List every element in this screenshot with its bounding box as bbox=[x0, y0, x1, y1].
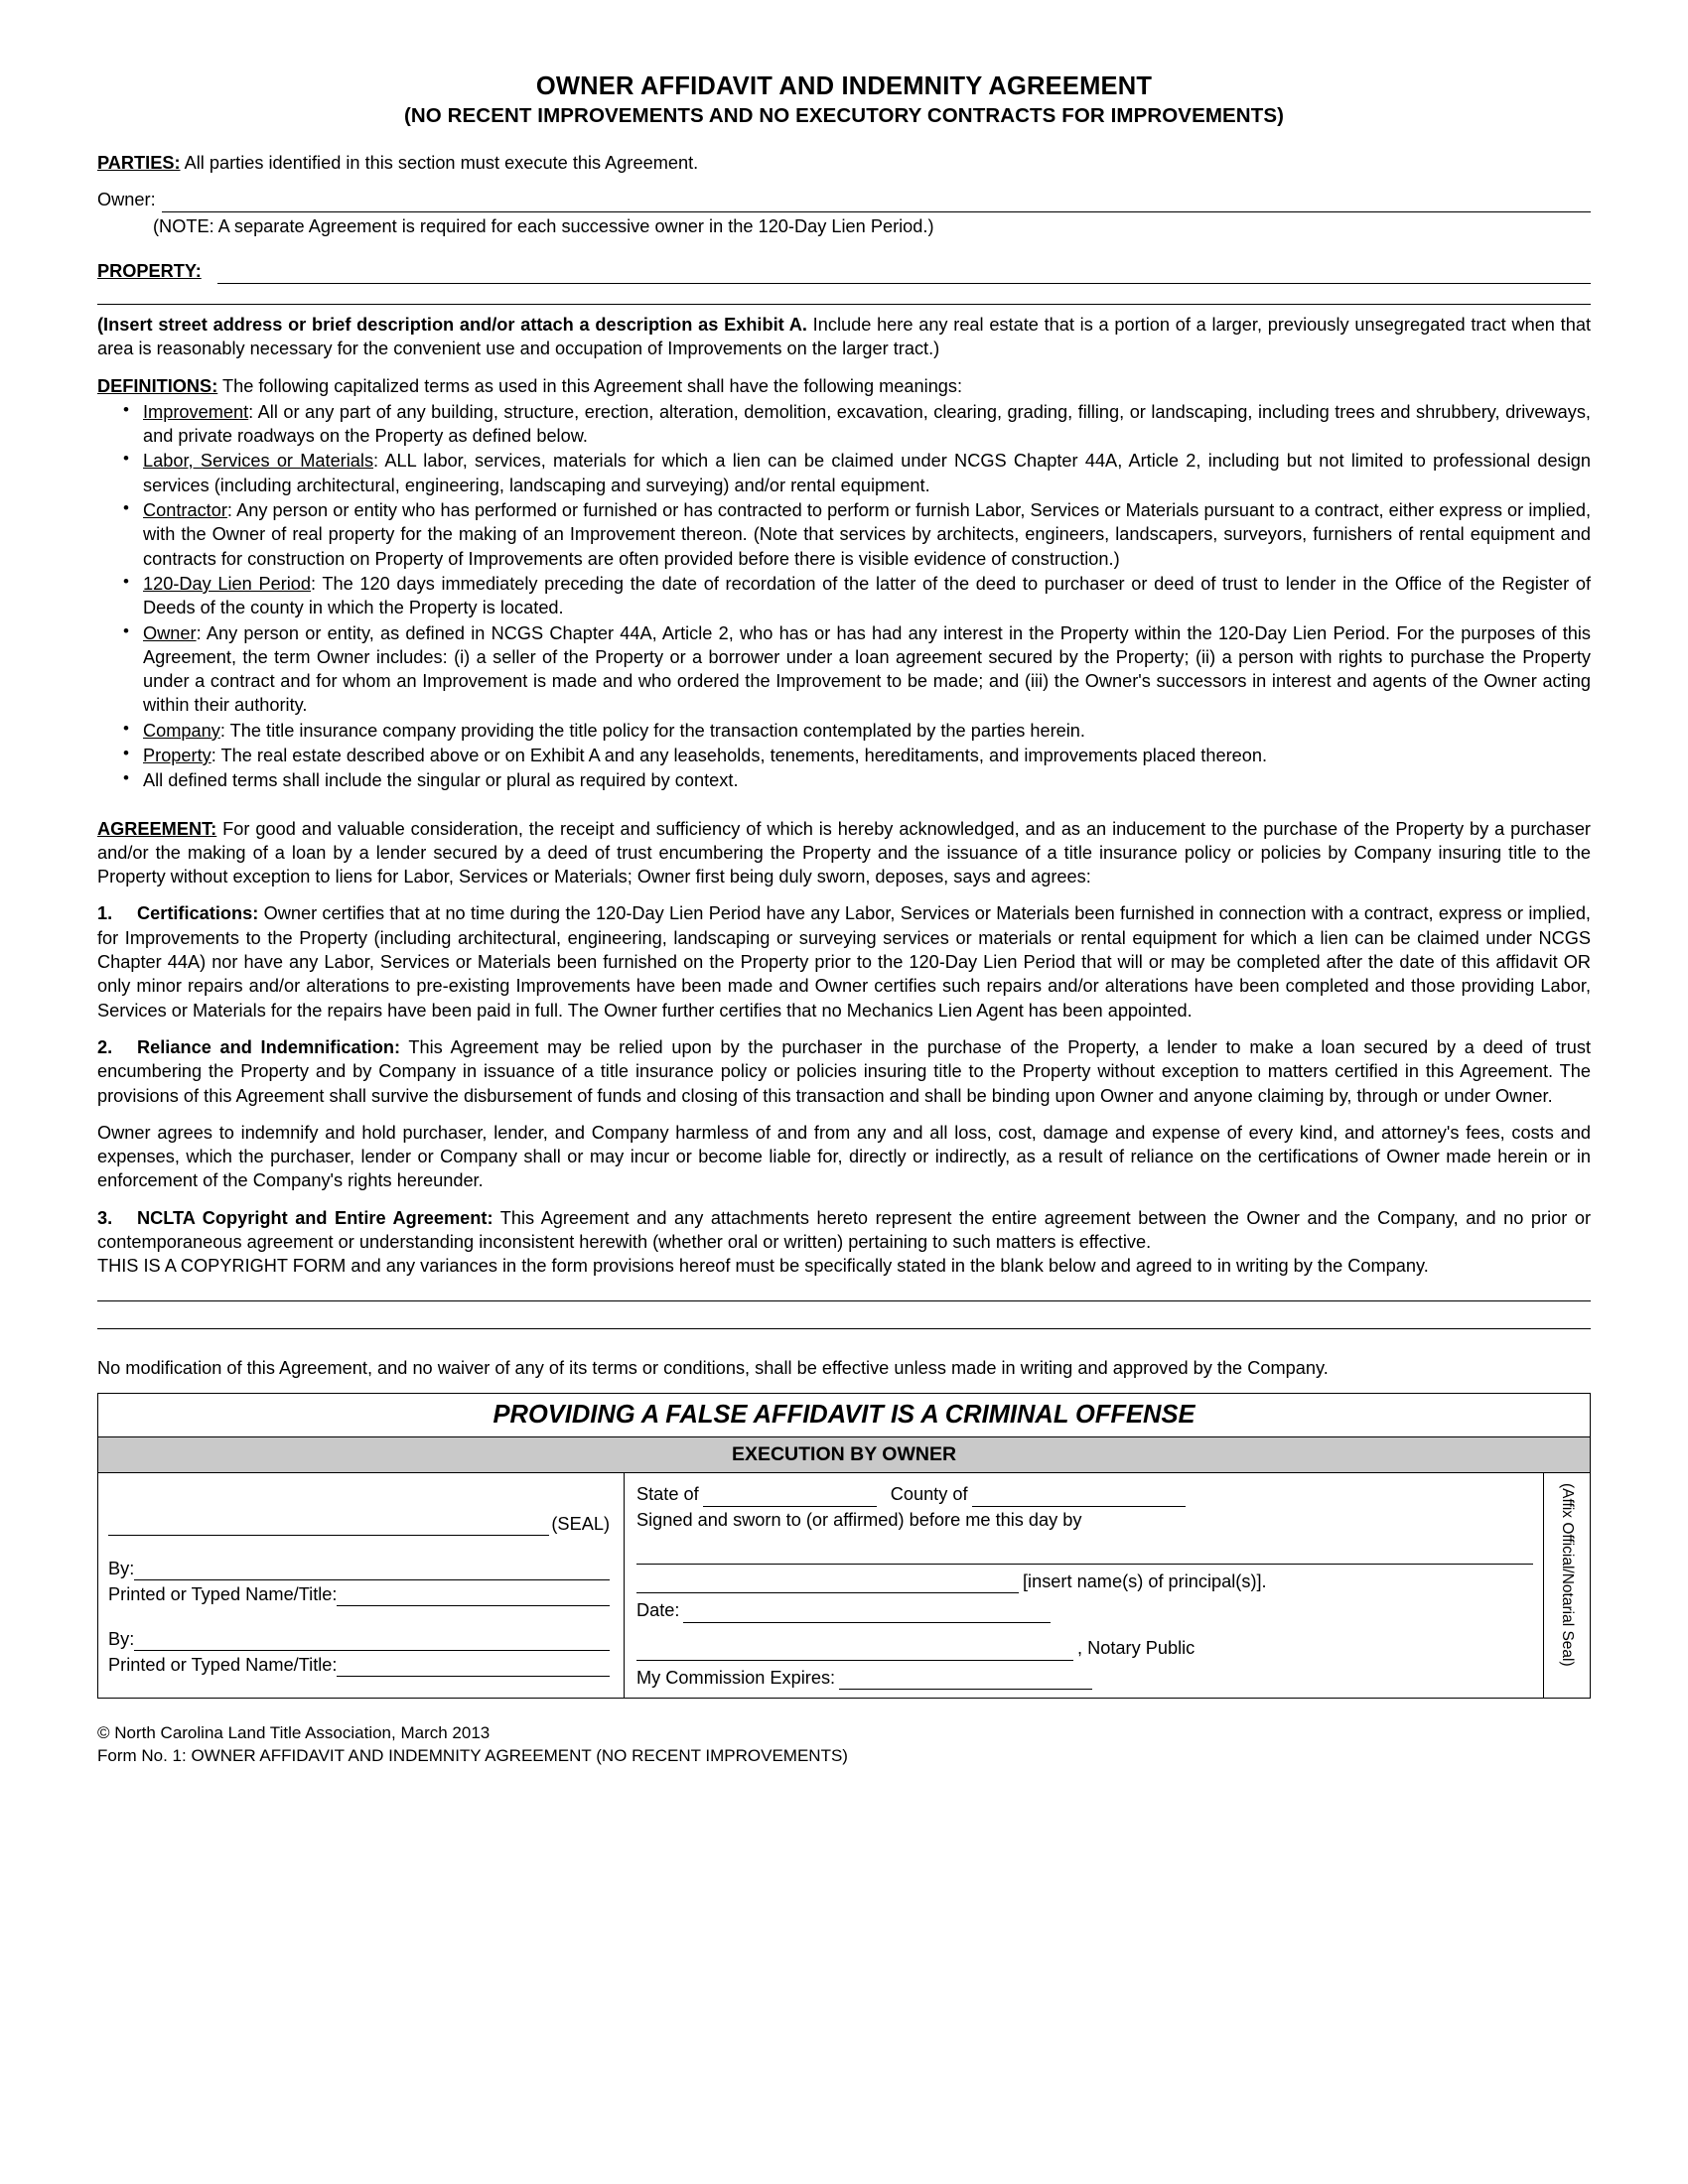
definition-term: Property bbox=[143, 745, 211, 765]
state-label: State of bbox=[636, 1483, 699, 1504]
definition-item-labor-services-materials bbox=[97, 449, 1591, 497]
printed-name-row-2 bbox=[108, 1654, 610, 1677]
county-input-line[interactable] bbox=[972, 1488, 1186, 1506]
variance-blank-lines bbox=[97, 1300, 1591, 1329]
agreement-label: AGREEMENT: bbox=[97, 818, 217, 839]
definition-body: : The real estate described above or on Exhibit A and any leaseholds, tenements, hereditaments, and improvements placed thereon. bbox=[211, 745, 1268, 765]
section-3-nclta-copyright bbox=[97, 1206, 1591, 1255]
state-county-row bbox=[636, 1483, 1533, 1507]
section-3-copyright-notice: THIS IS A COPYRIGHT FORM and any variances in the form provisions hereof must be specifically stated in the blank below and agreed to in writing by the Company. bbox=[97, 1256, 1429, 1277]
agreement-text: For good and valuable consideration, the receipt and sufficiency of which is hereby acknowledged, and as an inducement to the purchase of the Property by a purchaser and/or the making of a loan by a lender secured by a deed of trust encumbering the Property and the issuance of a title insurance policy or policies by Company insuring title to the Property without exception to liens for Labor, Services or Materials; Owner first being duly sworn, deposes, says and agrees: bbox=[97, 818, 1591, 887]
section-1-heading: Certifications: bbox=[137, 903, 259, 924]
execution-body bbox=[98, 1473, 1590, 1698]
parties-section bbox=[97, 151, 1591, 175]
signature-line[interactable] bbox=[108, 1518, 549, 1536]
definition-term: Owner bbox=[143, 622, 197, 643]
printed-name-label-2: Printed or Typed Name/Title: bbox=[108, 1654, 338, 1675]
by-line-2[interactable] bbox=[134, 1632, 610, 1650]
county-label: County of bbox=[890, 1483, 968, 1504]
section-3-number: 3. bbox=[97, 1207, 113, 1228]
page-title: OWNER AFFIDAVIT AND INDEMNITY AGREEMENT bbox=[535, 72, 1153, 100]
notary-public-label: , Notary Public bbox=[1077, 1637, 1196, 1658]
signature-column bbox=[98, 1473, 625, 1698]
definition-item-property bbox=[97, 744, 1591, 767]
property-input-line-2[interactable] bbox=[97, 304, 1591, 305]
by-label-2: By: bbox=[108, 1628, 135, 1649]
commission-expires-line[interactable] bbox=[839, 1672, 1092, 1690]
section-1-certifications bbox=[97, 901, 1591, 1022]
owner-field-row bbox=[97, 189, 1591, 212]
owner-note: (NOTE: A separate Agreement is required for each successive owner in the 120-Day Lien Period.) bbox=[153, 215, 934, 236]
date-label: Date: bbox=[636, 1600, 680, 1621]
property-instruction-rest: Include here any real estate that is a portion of a larger, previously unsegregated tract when that area is reasonably necessary for the convenient use and occupation of Improvements on the larger tract.) bbox=[97, 314, 1591, 359]
notary-signature-line[interactable] bbox=[636, 1642, 1073, 1660]
indemnity-paragraph: Owner agrees to indemnify and hold purchaser, lender, and Company harmless of and from any and all loss, cost, damage and expense of every kind, and attorney's fees, costs and expenses, which the purchaser, lender or Company shall or may incur or become liable for, directly or indirectly, as a result of reliance on the certifications of Owner made herein or in enforcement of the Company's rights hereunder. bbox=[97, 1122, 1591, 1191]
property-instruction bbox=[97, 313, 1591, 361]
commission-expires-row bbox=[636, 1667, 1533, 1691]
form-number-line: Form No. 1: OWNER AFFIDAVIT AND INDEMNITY AGREEMENT (NO RECENT IMPROVEMENTS) bbox=[97, 1745, 848, 1765]
definitions-label: DEFINITIONS: bbox=[97, 375, 218, 396]
definition-term: Contractor bbox=[143, 500, 227, 521]
commission-expires-label: My Commission Expires: bbox=[636, 1667, 836, 1688]
state-input-line[interactable] bbox=[703, 1488, 877, 1506]
false-affidavit-banner: PROVIDING A FALSE AFFIDAVIT IS A CRIMINAL OFFENSE bbox=[98, 1394, 1590, 1437]
agreement-section bbox=[97, 817, 1591, 889]
section-3-heading: NCLTA Copyright and Entire Agreement: bbox=[137, 1207, 493, 1228]
section-1-body: Owner certifies that at no time during the 120-Day Lien Period have any Labor, Services or Materials been furnished in connection with a contract, express or implied, for Improvements to the Property (including architectural, engineering, landscaping or surveying services or materials or rental equipment for which a lien can be claimed under NCGS Chapter 44A) nor have any Labor, Services or Materials been furnished on the Property prior to the 120-Day Lien Period that will or may be completed after the date of this affidavit OR only minor repairs and/or alterations to pre-existing Improvements have been made and Owner certifies such repairs and/or alterations have been completed and those providing Labor, Services or Materials for the repairs have been paid in full. The Owner further certifies that no Mechanics Lien Agent has been appointed. bbox=[97, 903, 1591, 1021]
section-2-heading: Reliance and Indemnification: bbox=[137, 1036, 401, 1057]
by-label-1: By: bbox=[108, 1558, 135, 1578]
date-row bbox=[636, 1599, 1533, 1623]
section-1-number: 1. bbox=[97, 903, 113, 924]
definition-body: : Any person or entity who has performed or furnished or has contracted to perform or furnish Labor, Services or Materials pursuant to a contract, either express or implied, with the Owner of real property for the making of an Improvement thereon. (Note that services by architects, engineers, landscapers, surveyors, furnishers of rental equipment and contracts for construction on Property of Improvements are often provided before there is visible evidence of construction.) bbox=[143, 500, 1591, 569]
definitions-list bbox=[97, 400, 1591, 793]
definition-item-owner bbox=[97, 621, 1591, 718]
definition-item-company bbox=[97, 719, 1591, 743]
definition-body: : All or any part of any building, structure, erection, alteration, demolition, excavation, clearing, grading, filling, or landscaping, including trees and shrubbery, driveways, and private roadways on the Property as defined below. bbox=[143, 401, 1591, 447]
by-line-1[interactable] bbox=[134, 1563, 610, 1580]
signature-seal-row bbox=[108, 1513, 610, 1536]
notary-column bbox=[625, 1473, 1544, 1698]
definition-term: Company bbox=[143, 720, 220, 741]
property-instruction-bold: (Insert street address or brief description and/or attach a description as Exhibit A. bbox=[97, 314, 807, 335]
by-row-2 bbox=[108, 1628, 610, 1651]
affix-seal-label: (Affix Official/Notarial Seal) bbox=[1558, 1482, 1576, 1667]
execution-by-owner-header: EXECUTION BY OWNER bbox=[98, 1437, 1590, 1473]
definition-body: : Any person or entity, as defined in NCGS Chapter 44A, Article 2, who has or has had any interest in the Property within the 120-Day Lien Period. For the purposes of this Agreement, the term Owner includes: (i) a seller of the Property or a borrower under a loan agreement secured by the Property; (ii) a person with rights to purchase the Property under a contract and for whom an Improvement is made and who ordered the Improvement to be made; and (iii) the Owner's successors in interest and agents of the Owner acting within their authority. bbox=[143, 622, 1591, 716]
principal-line-2[interactable] bbox=[636, 1575, 1019, 1593]
owner-label: Owner: bbox=[97, 189, 156, 209]
definition-body: : The title insurance company providing the title policy for the transaction contemplated by the parties herein. bbox=[219, 720, 1085, 741]
section-3-body: This Agreement and any attachments hereto represent the entire agreement between the Owner and the Company, and no prior or contemporaneous agreement or understanding inconsistent herewith (whether oral or written) pertaining to such matters is effective. bbox=[97, 1207, 1591, 1253]
section-2-reliance-indemnification bbox=[97, 1035, 1591, 1108]
definition-item-singular-plural bbox=[97, 768, 1591, 792]
sworn-statement: Signed and sworn to (or affirmed) before me this day by bbox=[636, 1509, 1082, 1530]
seal-label: (SEAL) bbox=[551, 1513, 610, 1534]
principal-instruction: [insert name(s) of principal(s)]. bbox=[1023, 1570, 1267, 1591]
principal-line-1[interactable] bbox=[636, 1546, 1533, 1564]
definition-term: 120-Day Lien Period bbox=[143, 573, 312, 594]
principal-row-2 bbox=[636, 1570, 1533, 1594]
notarial-seal-column bbox=[1544, 1473, 1590, 1698]
definition-body: : ALL labor, services, materials for which a lien can be claimed under NCGS Chapter 44A, Article 2, including but not limited to professional design services (including architectural, engineering, landscaping and surveying) and/or rental equipment. bbox=[143, 451, 1592, 495]
printed-name-row-1 bbox=[108, 1583, 610, 1606]
printed-name-line-1[interactable] bbox=[337, 1587, 610, 1605]
definition-item-contractor bbox=[97, 498, 1591, 571]
definitions-lead: The following capitalized terms as used in this Agreement shall have the following meanings: bbox=[221, 375, 963, 396]
property-label: PROPERTY: bbox=[97, 261, 202, 282]
definition-term: Improvement bbox=[143, 401, 249, 422]
definition-body: : The 120 days immediately preceding the date of recordation of the latter of the deed to purchaser or deed of trust to lender in the Office of the Register of Deeds of the county in which the Property is located. bbox=[143, 573, 1591, 618]
notary-public-row bbox=[636, 1637, 1533, 1661]
page-subtitle: (NO RECENT IMPROVEMENTS AND NO EXECUTORY CONTRACTS FOR IMPROVEMENTS) bbox=[403, 104, 1285, 128]
printed-name-label-1: Printed or Typed Name/Title: bbox=[108, 1583, 338, 1604]
variance-line-1[interactable] bbox=[97, 1300, 1591, 1301]
copyright-line: © North Carolina Land Title Association, March 2013 bbox=[97, 1723, 491, 1743]
section-2-number: 2. bbox=[97, 1036, 113, 1057]
no-modification-text: No modification of this Agreement, and no waiver of any of its terms or conditions, shall be effective unless made in writing and approved by the Company. bbox=[97, 1357, 1329, 1378]
definition-term: Labor, Services or Materials bbox=[143, 451, 374, 472]
document-footer bbox=[97, 1722, 1591, 1768]
parties-text: All parties identified in this section must execute this Agreement. bbox=[184, 152, 699, 173]
date-input-line[interactable] bbox=[683, 1605, 1051, 1623]
document-body bbox=[97, 71, 1591, 1768]
definition-item-improvement bbox=[97, 400, 1591, 449]
by-row-1 bbox=[108, 1558, 610, 1580]
parties-label: PARTIES: bbox=[97, 152, 181, 173]
definition-item-120-day-lien-period bbox=[97, 572, 1591, 620]
section-2-body: This Agreement may be relied upon by the purchaser in the purchase of the Property, a lender to make a loan secured by a deed of trust encumbering the Property and by Company in issuance of a title insurance policy or policies insuring title to the Property without exception to matters certified in this Agreement. The provisions of this Agreement shall survive the disbursement of funds and closing of this transaction and shall be binding upon Owner and anyone claiming by, through or under Owner. bbox=[97, 1036, 1591, 1106]
definitions-section bbox=[97, 374, 1591, 398]
owner-input-line[interactable] bbox=[162, 195, 1591, 212]
printed-name-line-2[interactable] bbox=[337, 1658, 610, 1676]
definition-body: All defined terms shall include the singular or plural as required by context. bbox=[143, 770, 739, 791]
property-field-row bbox=[97, 260, 1591, 284]
execution-box bbox=[97, 1393, 1591, 1699]
property-input-line-1[interactable] bbox=[217, 266, 1591, 284]
variance-line-2[interactable] bbox=[97, 1328, 1591, 1329]
